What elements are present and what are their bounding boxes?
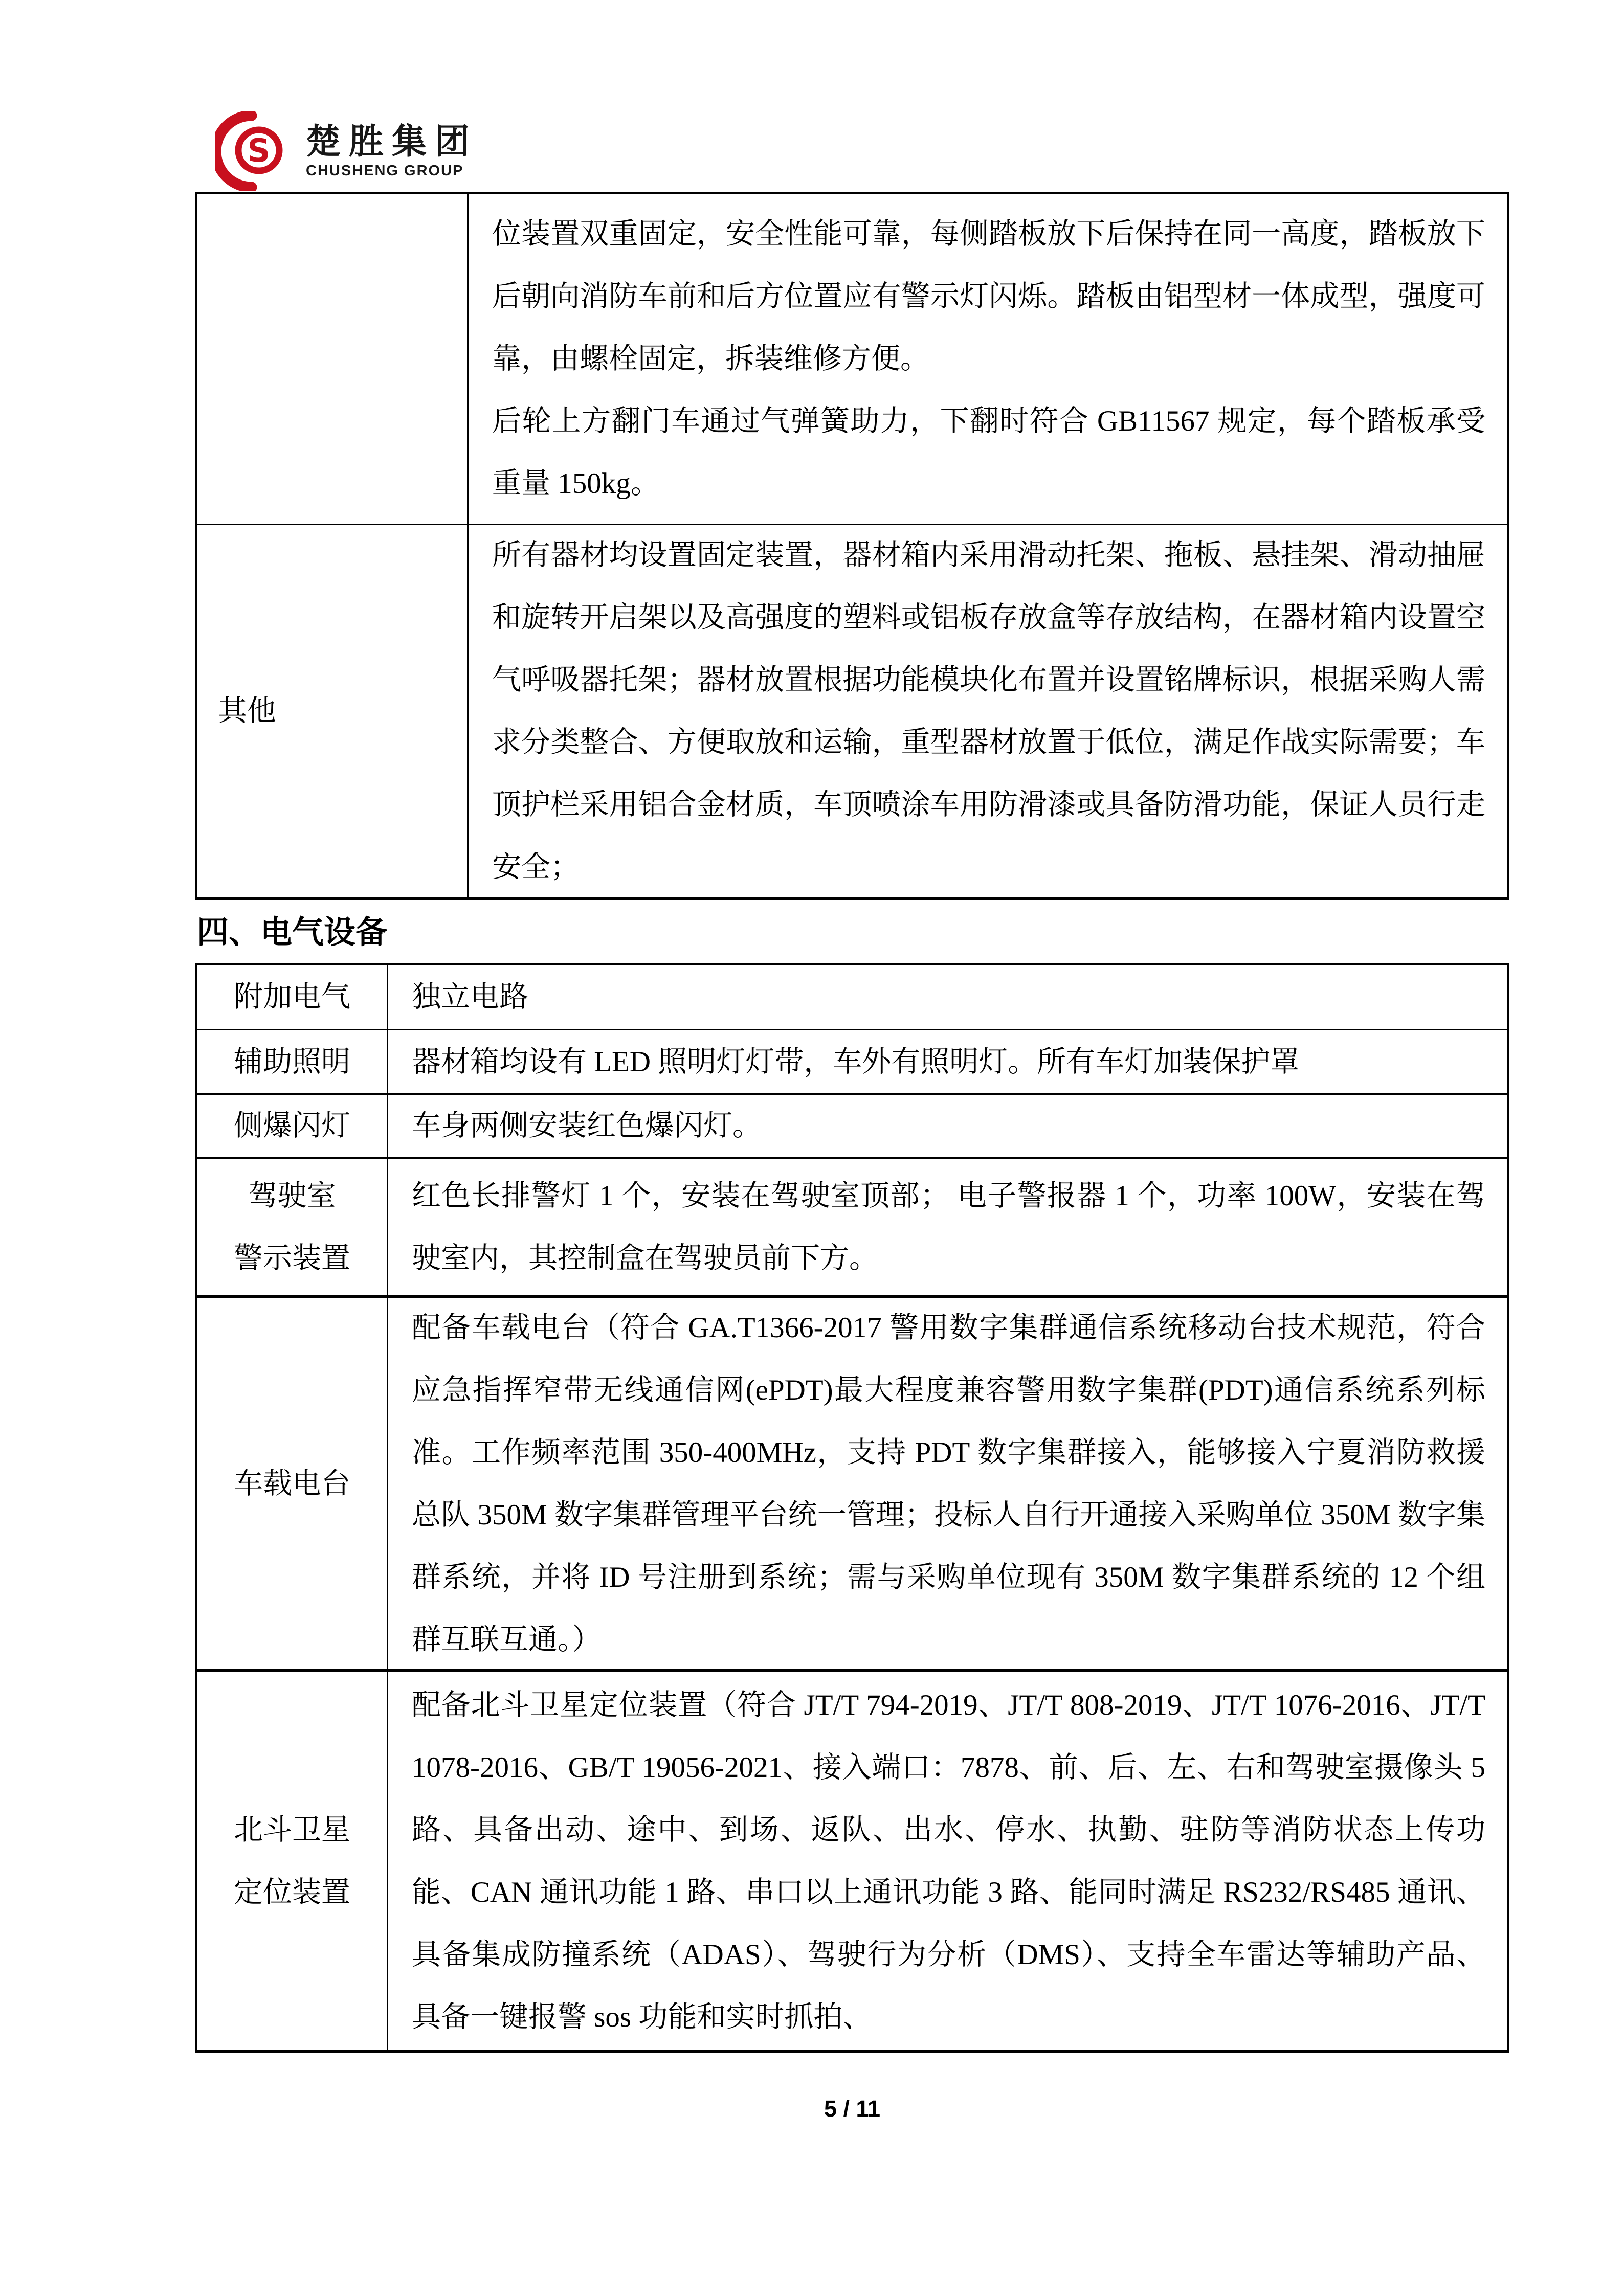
row-label-cell xyxy=(197,1159,388,1295)
row-content-cell xyxy=(388,1095,1507,1157)
logo-text xyxy=(306,123,478,179)
spec-paragraph: 独立电路 xyxy=(412,981,528,1013)
row-content-cell xyxy=(388,1030,1507,1093)
spec-paragraph: 车身两侧安装红色爆闪灯。 xyxy=(412,1110,762,1142)
spec-paragraph: 器材箱均设有 LED 照明灯灯带，车外有照明灯。所有车灯加装保护罩 xyxy=(412,1045,1300,1078)
logo-chinese-name: 楚胜集团 xyxy=(306,122,478,161)
spec-table-electrical xyxy=(195,963,1509,2053)
table-row xyxy=(197,1029,1507,1093)
row-label-line: 驾驶室 xyxy=(248,1179,336,1212)
table-row xyxy=(197,1093,1507,1157)
row-label-line: 定位装置 xyxy=(234,1876,350,1908)
table-row xyxy=(197,194,1507,524)
row-label-cell xyxy=(197,1030,388,1093)
row-content-cell xyxy=(469,194,1507,524)
row-label-line: 辅助照明 xyxy=(234,1045,350,1078)
row-label-cell xyxy=(197,1672,388,2050)
svg-text:S: S xyxy=(247,132,271,169)
row-label-line: 附加电气 xyxy=(234,981,350,1013)
row-content-cell xyxy=(388,1159,1507,1295)
spec-paragraph: 位装置双重固定，安全性能可靠，每侧踏板放下后保持在同一高度，踏板放下后朝向消防车前和后方位置应有警示灯闪烁。踏板由铝型材一体成型，强度可靠，由螺栓固定，拆装维修方便。 xyxy=(492,217,1485,375)
row-label-line: 北斗卫星 xyxy=(234,1813,350,1846)
spec-paragraph: 配备车载电台（符合 GA.T1366-2017 警用数字集群通信系统移动台技术规范，符合应急指挥窄带无线通信网(ePDT)最大程度兼容警用数字集群(PDT)通信系统系列标准。工作频率范围 350-400MHz，支持 PDT 数字集群接入，能够接入宁夏消防救援总队 350M 数字集群管理平台统一管理；投标人自行开通接入采购单位 350M 数字集群系统，并将 ID 号注册到系统；需与采购单位现有 350M 数字集群系统的 12 个组群互联互通。） xyxy=(412,1311,1485,1656)
row-content-cell xyxy=(388,965,1507,1029)
row-label-cell xyxy=(197,965,388,1029)
spec-paragraph: 所有器材均设置固定装置，器材箱内采用滑动托架、拖板、悬挂架、滑动抽屉和旋转开启架以及高强度的塑料或铝板存放盒等存放结构，在器材箱内设置空气呼吸器托架；器材放置根据功能模块化布置并设置铭牌标识，根据采购人需求分类整合、方便取放和运输，重型器材放置于低位，满足作战实际需要；车顶护栏采用铝合金材质，车顶喷涂车用防滑漆或具备防滑功能，保证人员行走安全； xyxy=(492,538,1485,883)
logo-crescent-s-icon xyxy=(215,111,292,191)
spec-paragraph: 配备北斗卫星定位装置（符合 JT/T 794-2019、JT/T 808-2019、JT/T 1076-2016、JT/T 1078-2016、GB/T 19056-2021、接入端口：7878、前、后、左、右和驾驶室摄像头 5 路、具备出动、途中、到场、返队、出水、停水、执勤、驻防等消防状态上传功能、CAN 通讯功能 1 路、串口以上通讯功能 3 路、能同时满足 RS232/RS485 通讯、具备集成防撞系统（ADAS）、驾驶行为分析（DMS）、支持全车雷达等辅助产品、具备一键报警 sos 功能和实时抓拍、 xyxy=(412,1689,1485,2033)
row-content-cell xyxy=(469,525,1507,897)
table-row xyxy=(197,524,1507,897)
logo-english-name: CHUSHENG GROUP xyxy=(306,163,464,179)
spec-paragraph: 红色长排警灯 1 个，安装在驾驶室顶部； 电子警报器 1 个，功率 100W，安装在驾驶室内，其控制盒在驾驶员前下方。 xyxy=(412,1179,1485,1274)
row-label-line: 侧爆闪灯 xyxy=(234,1110,350,1142)
row-label-line: 警示装置 xyxy=(234,1242,350,1274)
row-label-cell xyxy=(197,1095,388,1157)
row-label-line: 车载电台 xyxy=(234,1467,350,1500)
company-logo xyxy=(215,111,478,191)
spec-table-structure xyxy=(195,192,1509,900)
spec-paragraph: 后轮上方翻门车通过气弹簧助力，下翻时符合 GB11567 规定，每个踏板承受重量 150kg。 xyxy=(492,404,1485,500)
page-number: 5 / 11 xyxy=(824,2096,881,2122)
row-label-cell xyxy=(197,194,469,524)
table-row xyxy=(197,1295,1507,1669)
table-row xyxy=(197,965,1507,1029)
row-content-cell xyxy=(388,1672,1507,2050)
section-heading: 四、电气设备 xyxy=(197,915,388,950)
logo-icon xyxy=(215,111,292,191)
row-label-cell xyxy=(197,1298,388,1669)
row-label-cell: 其他 xyxy=(197,525,469,897)
row-content-cell xyxy=(388,1298,1507,1669)
table-row xyxy=(197,1669,1507,2050)
table-row xyxy=(197,1157,1507,1295)
